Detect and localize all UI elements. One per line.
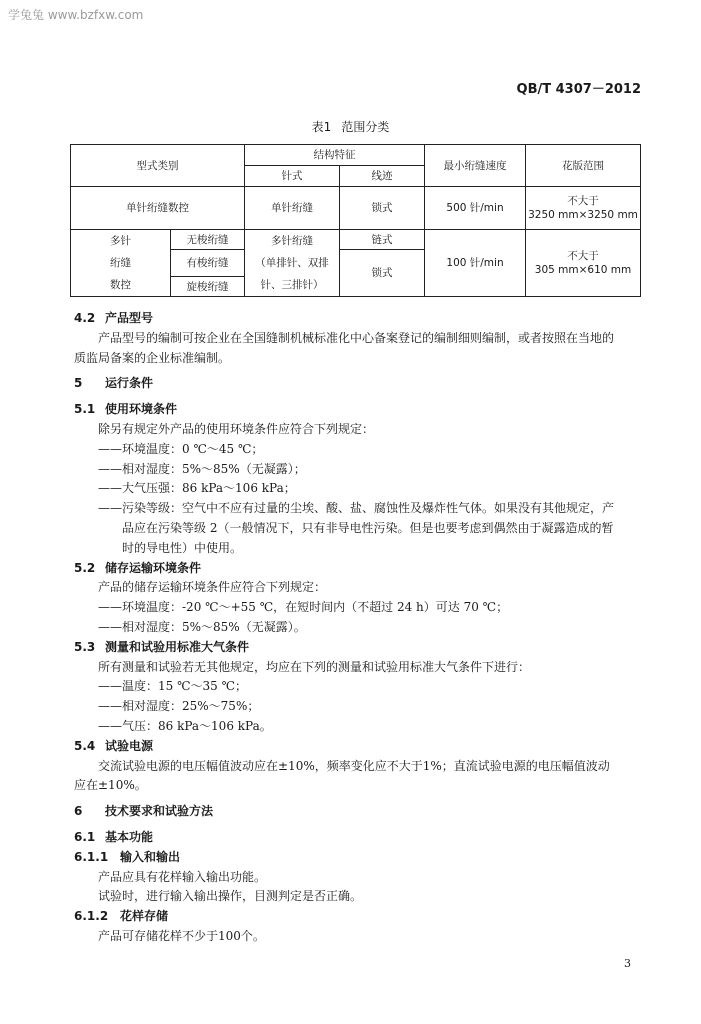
header-stitch: 线迹 — [340, 166, 425, 187]
cell-range-line: 不大于 — [567, 250, 599, 262]
section-heading — [74, 802, 644, 822]
paragraph-line: 试验时，进行输入输出操作，目测判定是否正确。 — [98, 889, 363, 904]
cell-range-line: 305 mm×610 mm — [534, 264, 632, 276]
section-title: 测量和试验用标准大气条件 — [105, 639, 250, 654]
table-header-row — [71, 145, 641, 166]
header-range: 花版范围 — [526, 145, 641, 187]
cell-type — [71, 230, 171, 297]
table-title — [0, 118, 701, 135]
scope-classification-table — [70, 144, 641, 297]
list-item-continuation: 品应在污染等级 2（一般情况下，只有非导电性污染。但是也要考虑到偶然由于凝露造成的暂 — [122, 520, 614, 535]
section-number: 5.2 — [74, 560, 96, 575]
cell-needle-line: 针、三排针） — [260, 279, 324, 291]
page-number: 3 — [624, 957, 631, 970]
cell-speed: 100 针/min — [425, 230, 526, 297]
cell-needle-line: （单排针、双排 — [255, 257, 329, 269]
section-title: 技术要求和试验方法 — [105, 804, 214, 819]
section-title: 试验电源 — [105, 738, 154, 753]
section-heading — [74, 638, 644, 658]
section-number: 5.1 — [74, 402, 96, 417]
section-heading — [74, 737, 644, 757]
list-item-continuation: 时的导电性）中使用。 — [122, 540, 243, 555]
section-title: 产品型号 — [105, 311, 154, 325]
cell-range-line: 不大于 — [567, 195, 599, 207]
cell-range — [526, 187, 641, 230]
list-item: ——污染等级：空气中不应有过量的尘埃、酸、盐、腐蚀性及爆炸性气体。如果没有其他规定，产 — [98, 501, 615, 516]
header-needle: 针式 — [245, 166, 340, 187]
cell-stitch: 链式 — [340, 230, 425, 250]
section-heading — [74, 907, 644, 927]
list-item: ——气压：86 kPa～106 kPa。 — [98, 718, 272, 733]
cell-subtype: 旋梭绗缝 — [171, 277, 245, 297]
cell-needle — [245, 230, 340, 297]
paragraph-line: 产品型号的编制可按企业在全国缝制机械标准化中心备案登记的编制细则编制，或者按照在当地的 — [98, 330, 615, 345]
section-number: 5 — [74, 376, 83, 391]
section-number: 6.1 — [74, 829, 96, 844]
list-item: ——相对湿度：5%～85%（无凝露）； — [98, 461, 306, 476]
section-title: 输入和输出 — [120, 849, 181, 864]
paragraph-line: 产品应具有花样输入输出功能。 — [98, 869, 267, 884]
cell-range-line: 3250 mm×3250 mm — [528, 209, 638, 221]
paragraph-line: 产品可存储花样不少于100个。 — [98, 928, 265, 943]
section-heading — [74, 400, 644, 420]
paragraph-line: 除另有规定外产品的使用环境条件应符合下列规定： — [98, 421, 375, 436]
cell-stitch: 锁式 — [340, 250, 425, 297]
section-heading — [74, 309, 644, 329]
cell-subtype: 无梭绗缝 — [171, 230, 245, 250]
table-row — [71, 187, 641, 230]
section-title: 使用环境条件 — [105, 402, 178, 417]
cell-type-line: 绗缝 — [110, 257, 131, 269]
list-item: ——温度：15 ℃～35 ℃； — [98, 679, 248, 694]
section-number: 4.2 — [74, 311, 96, 325]
cell-needle-line: 多针绗缝 — [271, 235, 313, 247]
list-item: ——相对湿度：5%～85%（无凝露）。 — [98, 619, 306, 634]
header-structure: 结构特征 — [245, 145, 425, 166]
cell-type-line: 数控 — [110, 279, 131, 291]
list-item: ——环境温度：-20 ℃～+55 ℃，在短时间内（不超过 24 h）可达 70 ℃； — [98, 600, 509, 615]
section-heading — [74, 559, 644, 579]
cell-range — [526, 230, 641, 297]
section-heading — [74, 848, 644, 868]
cell-type: 单针绗缝数控 — [71, 187, 245, 230]
section-title: 储存运输环境条件 — [105, 560, 202, 575]
list-item: ——大气压强：86 kPa～106 kPa； — [98, 481, 296, 496]
document-body — [74, 309, 644, 947]
table-title-text: 范围分类 — [341, 120, 390, 134]
section-title: 基本功能 — [105, 829, 154, 844]
list-item: ——环境温度：0 ℃～45 ℃； — [98, 441, 264, 456]
cell-subtype: 有梭绗缝 — [171, 250, 245, 277]
standard-code: QB/T 4307－2012 — [516, 82, 641, 97]
header-type: 型式类别 — [71, 145, 245, 187]
paragraph-line: 应在±10%。 — [74, 778, 147, 793]
section-number: 6.1.1 — [74, 849, 109, 864]
section-heading — [74, 374, 644, 394]
paragraph-line: 交流试验电源的电压幅值波动应在±10%，频率变化应不大于1%；直流试验电源的电压幅值波动 — [98, 758, 610, 773]
table-row — [71, 230, 641, 250]
cell-speed: 500 针/min — [425, 187, 526, 230]
header-speed: 最小绗缝速度 — [425, 145, 526, 187]
cell-needle: 单针绗缝 — [245, 187, 340, 230]
paragraph-line: 产品的储存运输环境条件应符合下列规定： — [98, 580, 327, 595]
section-number: 6.1.2 — [74, 909, 109, 924]
list-item: ——相对湿度：25%～75%； — [98, 699, 260, 714]
paragraph-line: 质监局备案的企业标准编制。 — [74, 350, 231, 365]
section-number: 5.4 — [74, 738, 96, 753]
watermark: 学兔兔 www.bzfxw.com — [8, 8, 144, 22]
paragraph-line: 所有测量和试验若无其他规定，均应在下列的测量和试验用标准大气条件下进行： — [98, 659, 531, 674]
section-heading — [74, 828, 644, 848]
cell-type-line: 多针 — [110, 235, 131, 247]
section-number: 6 — [74, 804, 83, 819]
section-title: 运行条件 — [105, 376, 154, 391]
table-number: 表1 — [311, 120, 332, 134]
section-title: 花样存储 — [120, 909, 169, 924]
cell-stitch: 锁式 — [340, 187, 425, 230]
section-number: 5.3 — [74, 639, 96, 654]
